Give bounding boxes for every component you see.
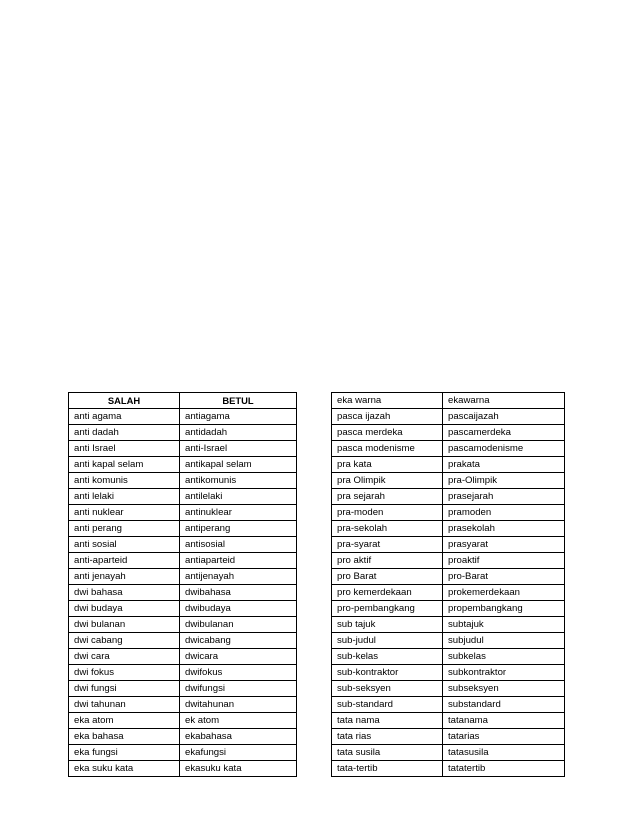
correct-spelling-cell: dwitahunan [180,697,297,713]
table-row [332,601,565,617]
incorrect-spelling-cell: dwi tahunan [69,697,180,713]
correct-spelling-cell: ek atom [180,713,297,729]
correct-spelling-cell: prasekolah [443,521,565,537]
table-row [332,569,565,585]
table-row [332,409,565,425]
correct-spelling-cell: pra-Olimpik [443,473,565,489]
incorrect-spelling-cell: eka bahasa [69,729,180,745]
table-row [332,649,565,665]
correct-spelling-cell: antinuklear [180,505,297,521]
incorrect-spelling-cell: anti komunis [69,473,180,489]
correct-spelling-cell: dwifokus [180,665,297,681]
correct-spelling-cell: dwibulanan [180,617,297,633]
table-row [332,713,565,729]
table-row [69,569,297,585]
table-row [69,649,297,665]
left-word-table [68,392,297,777]
table-row [69,665,297,681]
correct-spelling-cell: ekawarna [443,393,565,409]
incorrect-spelling-cell: pro kemerdekaan [332,585,443,601]
table-row [332,585,565,601]
incorrect-spelling-cell: pra-moden [332,505,443,521]
table-row [332,633,565,649]
incorrect-spelling-cell: eka suku kata [69,761,180,777]
table-row [69,553,297,569]
table-row [69,473,297,489]
table-row [332,617,565,633]
table-row [332,761,565,777]
correct-spelling-cell: subtajuk [443,617,565,633]
incorrect-spelling-cell: anti jenayah [69,569,180,585]
incorrect-spelling-cell: dwi cabang [69,633,180,649]
table-row [69,409,297,425]
incorrect-spelling-cell: anti nuklear [69,505,180,521]
incorrect-spelling-cell: tata rias [332,729,443,745]
correct-spelling-cell: substandard [443,697,565,713]
incorrect-spelling-cell: anti sosial [69,537,180,553]
incorrect-spelling-cell: pro-pembangkang [332,601,443,617]
table-row [332,441,565,457]
incorrect-spelling-cell: pasca modenisme [332,441,443,457]
incorrect-spelling-cell: pra-syarat [332,537,443,553]
correct-spelling-cell: pascaijazah [443,409,565,425]
table-row [332,457,565,473]
right-word-table [331,392,565,777]
table-row [332,393,565,409]
table-row [332,665,565,681]
correct-spelling-cell: pascamerdeka [443,425,565,441]
correct-spelling-cell: anti-Israel [180,441,297,457]
table-row [69,601,297,617]
incorrect-spelling-cell: anti dadah [69,425,180,441]
correct-spelling-cell: antidadah [180,425,297,441]
correct-spelling-cell: tatasusila [443,745,565,761]
correct-spelling-cell: prakata [443,457,565,473]
incorrect-spelling-cell: anti perang [69,521,180,537]
correct-spelling-cell: antilelaki [180,489,297,505]
incorrect-spelling-cell: dwi fokus [69,665,180,681]
correct-spelling-cell: subseksyen [443,681,565,697]
correct-spelling-cell: prasejarah [443,489,565,505]
incorrect-spelling-cell: dwi bulanan [69,617,180,633]
table-row [69,537,297,553]
table-row [69,521,297,537]
correct-spelling-cell: propembangkang [443,601,565,617]
incorrect-spelling-cell: sub-judul [332,633,443,649]
table-row [69,697,297,713]
table-row [332,553,565,569]
incorrect-spelling-cell: anti lelaki [69,489,180,505]
incorrect-spelling-cell: dwi cara [69,649,180,665]
incorrect-spelling-cell: anti kapal selam [69,457,180,473]
incorrect-spelling-cell: eka atom [69,713,180,729]
correct-spelling-cell: pro-Barat [443,569,565,585]
incorrect-spelling-cell: pra sejarah [332,489,443,505]
incorrect-spelling-cell: pro aktif [332,553,443,569]
table-row [69,505,297,521]
correct-spelling-cell: antiperang [180,521,297,537]
correct-spelling-cell: dwibudaya [180,601,297,617]
table-row [69,681,297,697]
table-row [332,697,565,713]
incorrect-spelling-cell: pra-sekolah [332,521,443,537]
incorrect-spelling-cell: dwi fungsi [69,681,180,697]
incorrect-spelling-cell: sub-kontraktor [332,665,443,681]
correct-spelling-cell: tatatertib [443,761,565,777]
correct-spelling-cell: dwicara [180,649,297,665]
incorrect-spelling-cell: anti Israel [69,441,180,457]
table-row [69,729,297,745]
incorrect-spelling-cell: dwi bahasa [69,585,180,601]
table-row [69,713,297,729]
correct-spelling-cell: subjudul [443,633,565,649]
table-row [69,617,297,633]
correct-spelling-cell: antikomunis [180,473,297,489]
correct-spelling-cell: dwicabang [180,633,297,649]
incorrect-spelling-cell: sub tajuk [332,617,443,633]
incorrect-spelling-cell: anti agama [69,409,180,425]
table-row [69,761,297,777]
table-row [332,745,565,761]
incorrect-spelling-cell: dwi budaya [69,601,180,617]
correct-spelling-cell: pascamodenisme [443,441,565,457]
table-row [332,425,565,441]
correct-spelling-cell: tatanama [443,713,565,729]
incorrect-spelling-cell: pro Barat [332,569,443,585]
incorrect-spelling-cell: tata susila [332,745,443,761]
correct-spelling-cell: ekafungsi [180,745,297,761]
header-row [69,393,297,409]
incorrect-spelling-cell: pasca merdeka [332,425,443,441]
table-row [69,745,297,761]
table-row [332,489,565,505]
correct-spelling-cell: pramoden [443,505,565,521]
table-row [69,489,297,505]
correct-spelling-cell: dwifungsi [180,681,297,697]
correct-spelling-cell: subkelas [443,649,565,665]
right-table-body [332,393,565,777]
correct-spelling-cell: antiaparteid [180,553,297,569]
correct-spelling-cell: ekasuku kata [180,761,297,777]
table-row [69,441,297,457]
incorrect-spelling-cell: sub-standard [332,697,443,713]
incorrect-spelling-cell: eka fungsi [69,745,180,761]
incorrect-spelling-cell: tata nama [332,713,443,729]
table-row [332,729,565,745]
table-row [69,585,297,601]
table-row [332,521,565,537]
incorrect-spelling-cell: pra kata [332,457,443,473]
table-row [332,681,565,697]
correct-spelling-cell: proaktif [443,553,565,569]
correct-spelling-cell: dwibahasa [180,585,297,601]
header-salah: SALAH [69,393,180,409]
table-row [332,505,565,521]
correct-spelling-cell: antikapal selam [180,457,297,473]
incorrect-spelling-cell: anti-aparteid [69,553,180,569]
incorrect-spelling-cell: sub-seksyen [332,681,443,697]
correct-spelling-cell: prasyarat [443,537,565,553]
header-betul: BETUL [180,393,297,409]
correct-spelling-cell: antijenayah [180,569,297,585]
table-row [332,537,565,553]
correct-spelling-cell: ekabahasa [180,729,297,745]
table-row [69,633,297,649]
incorrect-spelling-cell: pra Olimpik [332,473,443,489]
left-table-body [69,409,297,777]
correct-spelling-cell: antisosial [180,537,297,553]
table-row [69,425,297,441]
correct-spelling-cell: antiagama [180,409,297,425]
correct-spelling-cell: prokemerdekaan [443,585,565,601]
incorrect-spelling-cell: pasca ijazah [332,409,443,425]
correct-spelling-cell: subkontraktor [443,665,565,681]
table-row [332,473,565,489]
incorrect-spelling-cell: tata-tertib [332,761,443,777]
table-row [69,457,297,473]
incorrect-spelling-cell: sub-kelas [332,649,443,665]
correct-spelling-cell: tatarias [443,729,565,745]
incorrect-spelling-cell: eka warna [332,393,443,409]
